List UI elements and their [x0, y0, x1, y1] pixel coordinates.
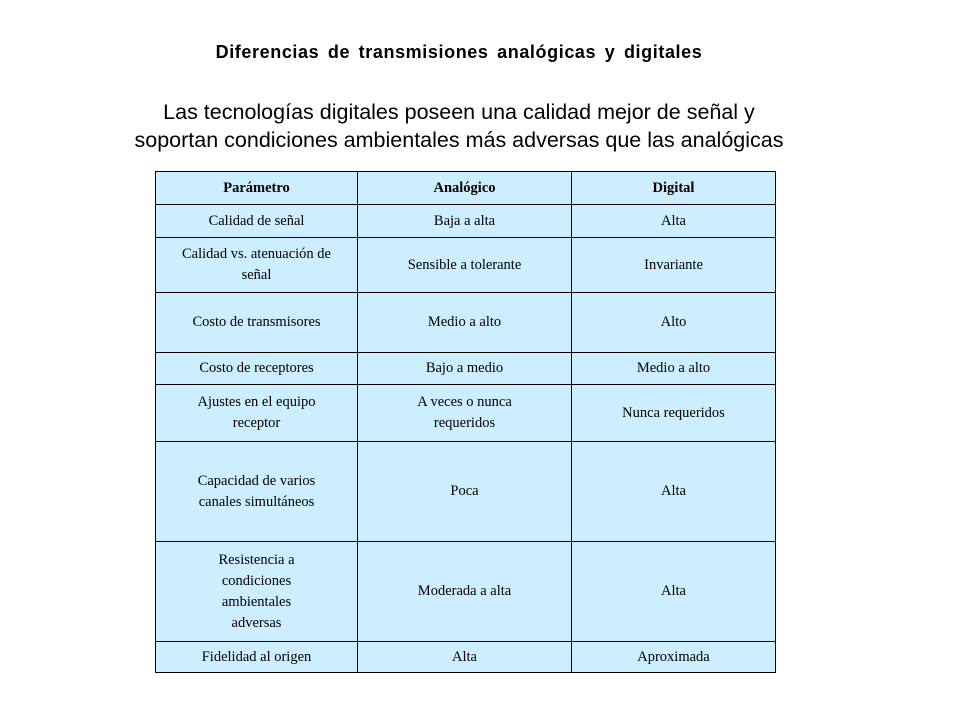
table-row [156, 642, 776, 673]
table-row [156, 293, 776, 353]
table-cell: Calidad vs. atenuación de señal [156, 238, 358, 293]
table-cell: Alta [572, 542, 776, 642]
table-cell: Calidad de señal [156, 205, 358, 238]
table-cell: Alto [572, 293, 776, 353]
table-cell: Medio a alto [572, 353, 776, 385]
table-cell: Alta [572, 442, 776, 542]
header-parametro: Parámetro [156, 172, 358, 205]
comparison-table [155, 171, 776, 673]
table-cell: Costo de transmisores [156, 293, 358, 353]
subtitle-line-1: Las tecnologías digitales poseen una calidad mejor de señal y [163, 100, 755, 124]
table-cell: Moderada a alta [358, 542, 572, 642]
table-row [156, 542, 776, 642]
table-row [156, 205, 776, 238]
page-title: Diferencias de transmisiones analógicas y digitales [215, 42, 703, 62]
table-cell: Nunca requeridos [572, 385, 776, 442]
table-header-row [156, 172, 776, 205]
table-cell: Resistencia a condiciones ambientales adversas [156, 542, 358, 642]
table-row [156, 353, 776, 385]
header-analogico: Analógico [358, 172, 572, 205]
table-cell: Capacidad de varios canales simultáneos [156, 442, 358, 542]
table-cell: Fidelidad al origen [156, 642, 358, 673]
table-cell: Ajustes en el equipo receptor [156, 385, 358, 442]
header-digital: Digital [572, 172, 776, 205]
table-cell: A veces o nunca requeridos [358, 385, 572, 442]
table-cell: Poca [358, 442, 572, 542]
table-row [156, 442, 776, 542]
table-cell: Aproximada [572, 642, 776, 673]
table-cell: Baja a alta [358, 205, 572, 238]
table-cell: Alta [358, 642, 572, 673]
table-cell: Invariante [572, 238, 776, 293]
subtitle [0, 98, 918, 154]
table-row [156, 238, 776, 293]
subtitle-line-2: soportan condiciones ambientales más adversas que las analógicas [134, 128, 784, 152]
table-cell: Alta [572, 205, 776, 238]
table-cell: Bajo a medio [358, 353, 572, 385]
table-cell: Costo de receptores [156, 353, 358, 385]
table-cell: Sensible a tolerante [358, 238, 572, 293]
table-cell: Medio a alto [358, 293, 572, 353]
table-row [156, 385, 776, 442]
